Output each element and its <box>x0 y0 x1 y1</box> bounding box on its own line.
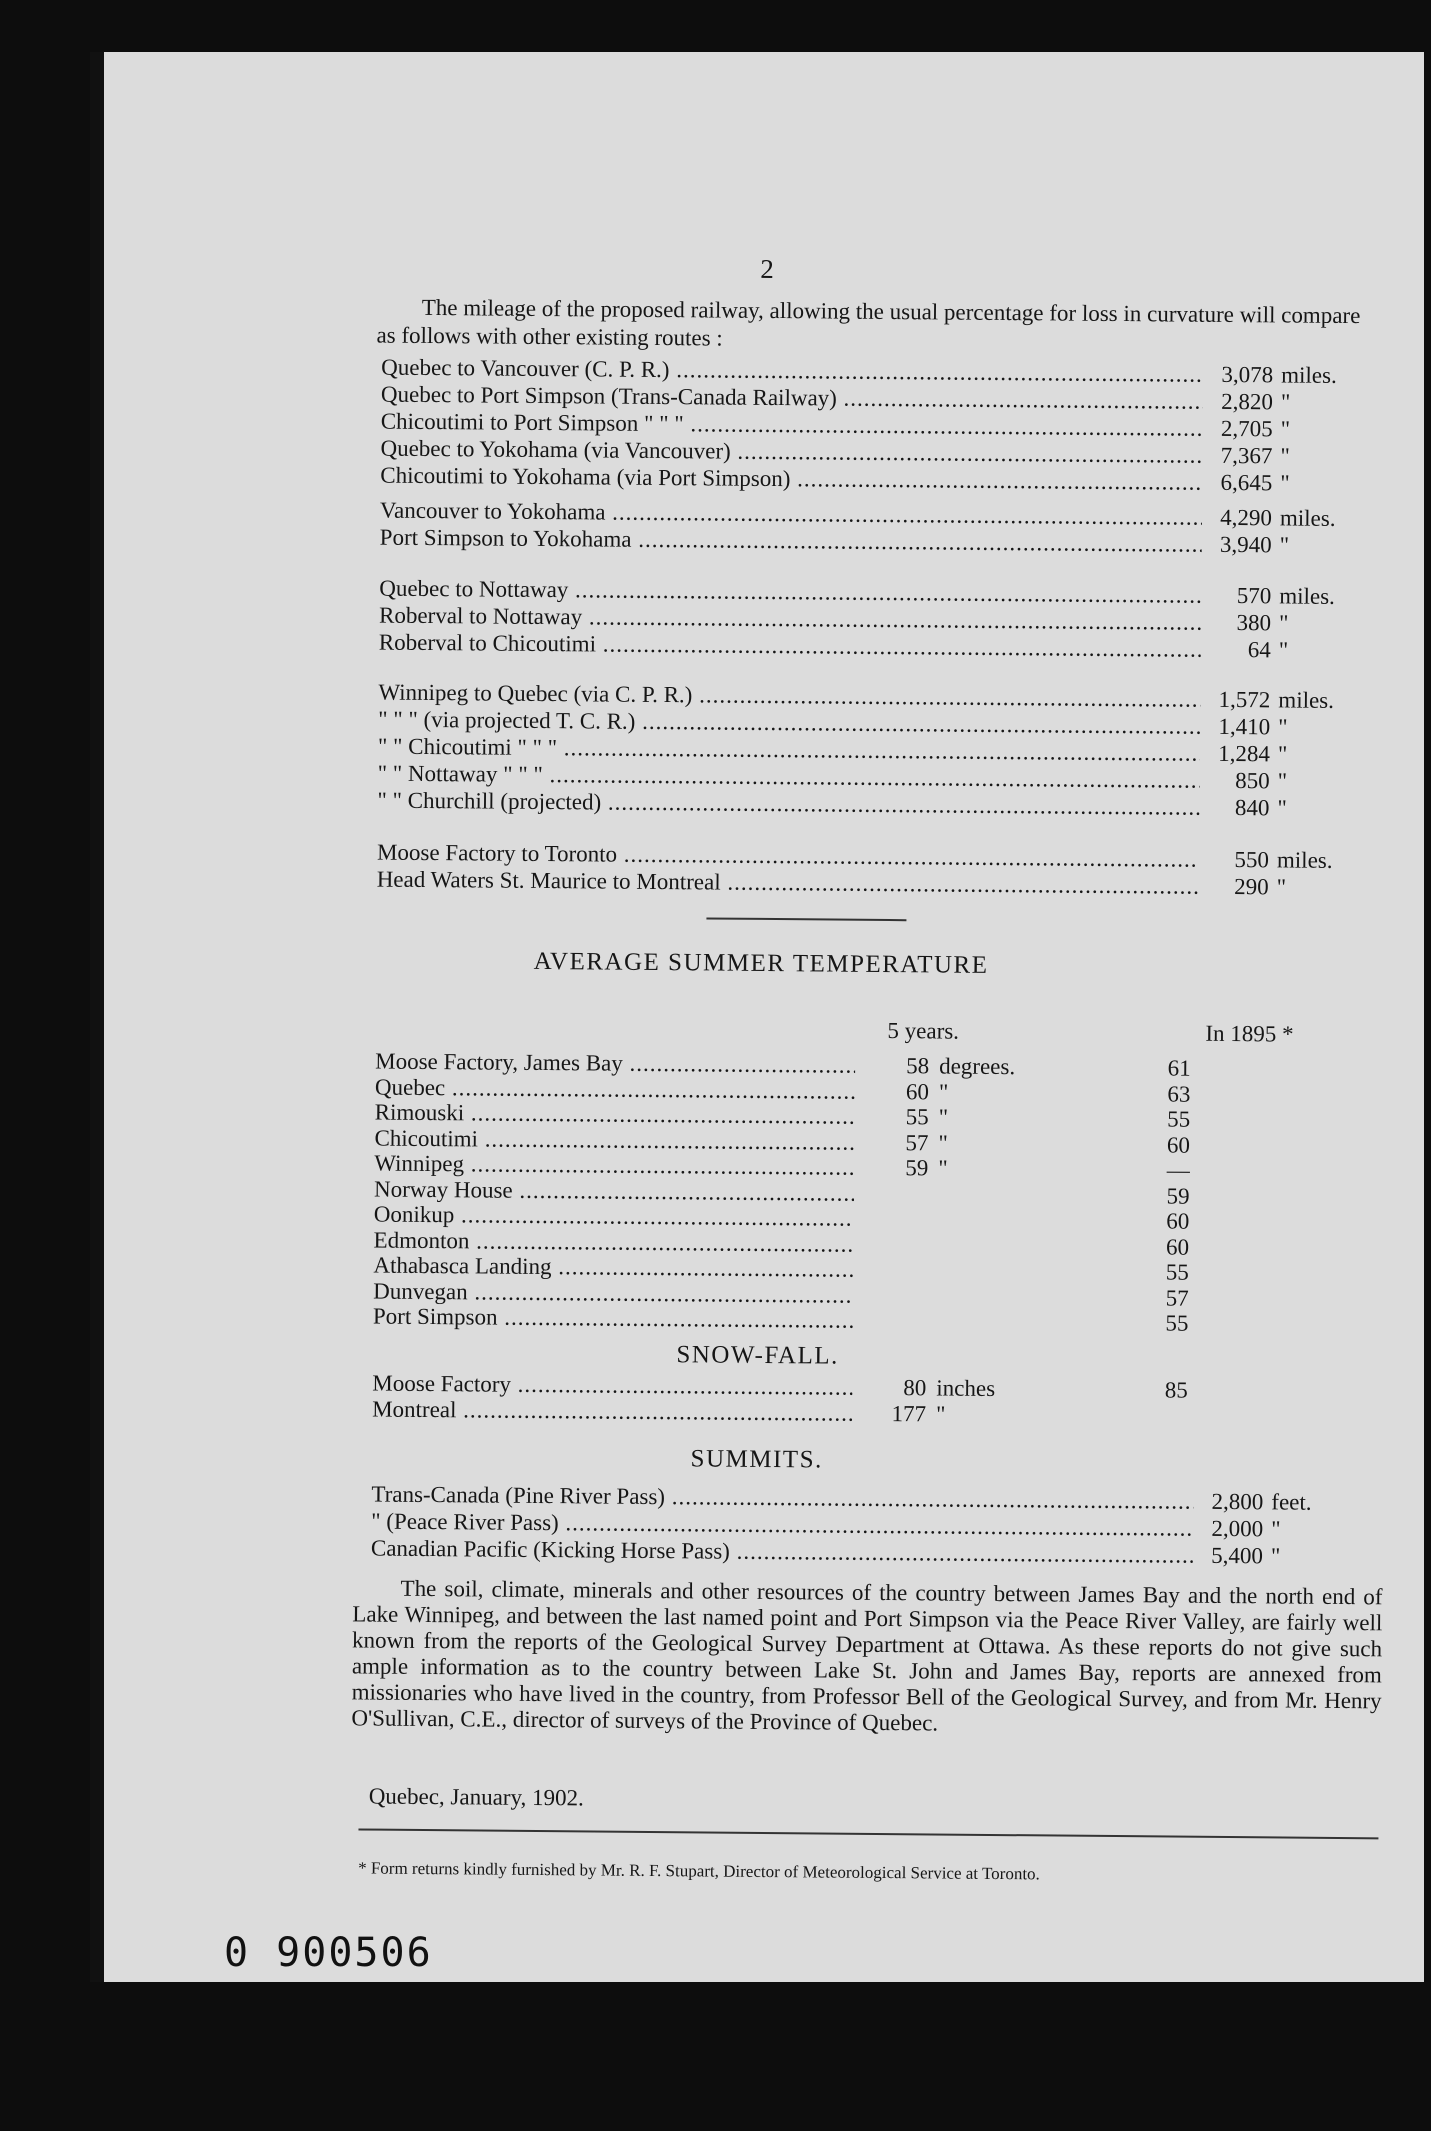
route-label: Quebec to Yokohama (via Vancouver) ..... <box>380 435 1202 469</box>
place-name: Norway House ..... <box>374 1176 854 1206</box>
place-name: Winnipeg ..... <box>374 1151 854 1181</box>
route-unit: " <box>1271 1516 1281 1542</box>
document-page <box>90 52 1424 1982</box>
value-1895: 57 <box>1165 1284 1189 1311</box>
route-unit: " <box>1278 637 1289 663</box>
route-unit: " <box>1276 874 1287 900</box>
route-unit: " <box>1277 741 1288 767</box>
route-value: 3,940 <box>1219 531 1272 558</box>
route-value: 7,367 <box>1220 442 1273 469</box>
route-value: 850 <box>1235 768 1270 794</box>
value-unit: inches <box>936 1375 996 1401</box>
temperature-col-years: 5 years. <box>887 1018 960 1044</box>
routes-group-5 <box>377 839 1377 902</box>
value-unit <box>927 1328 1087 1329</box>
route-label: Canadian Pacific (Kicking Horse Pass) ..... <box>371 1535 1193 1569</box>
footnote-divider <box>358 1828 1378 1838</box>
route-unit: miles. <box>1279 505 1336 531</box>
route-label: " " Chicoutimi " " " ..... <box>378 733 1200 767</box>
route-unit: miles. <box>1281 362 1337 388</box>
route-label: " " Churchill (projected) ..... <box>377 787 1199 821</box>
route-label: Quebec to Nottaway ..... <box>379 575 1201 609</box>
place-name: Rimouski ..... <box>375 1100 855 1130</box>
routes-group-2 <box>380 497 1380 560</box>
value-1895: 63 <box>1167 1080 1191 1107</box>
value-unit <box>927 1303 1087 1304</box>
route-unit: " <box>1278 714 1288 740</box>
footnote: * Form returns kindly furnished by Mr. R. F. Stupart, Director of Meteorological Service at Toronto. <box>358 1858 1040 1884</box>
route-unit: miles. <box>1279 583 1335 609</box>
place-name: Quebec ..... <box>375 1074 855 1104</box>
value-unit <box>928 1226 1088 1227</box>
route-unit: " <box>1280 443 1290 469</box>
value-1895: 85 <box>1164 1377 1188 1403</box>
route-label: Moose Factory to Toronto ..... <box>377 839 1199 873</box>
route-label: Winnipeg to Quebec (via C. P. R.) ..... <box>378 679 1200 713</box>
value-1895: 60 <box>1166 1131 1191 1158</box>
value-1895: 55 <box>1165 1310 1189 1336</box>
route-label: Head Waters St. Maurice to Montreal ..... <box>377 866 1199 900</box>
primary-value: 58 <box>906 1053 930 1079</box>
temperature-title: AVERAGE SUMMER TEMPERATURE <box>533 947 989 979</box>
value-1895: 59 <box>1166 1182 1190 1209</box>
route-value: 1,284 <box>1218 740 1271 767</box>
route-unit: " <box>1277 768 1288 794</box>
place-name: Athabasca Landing ..... <box>373 1253 853 1283</box>
place-name: Port Simpson ..... <box>373 1304 853 1334</box>
value-unit: " <box>938 1129 948 1156</box>
page-content <box>144 47 1404 1884</box>
divider <box>706 917 906 921</box>
intro-text: The mileage of the proposed railway, allowing the usual percentage for loss in curvature will compare as follows with other existing routes : <box>376 294 1361 351</box>
value-unit <box>928 1201 1088 1202</box>
routes-group-4 <box>377 679 1378 823</box>
route-value: 5,400 <box>1211 1542 1264 1569</box>
temperature-table <box>373 1049 1375 1338</box>
route-label: " (Peace River Pass) ..... <box>371 1508 1193 1542</box>
primary-value: 55 <box>905 1104 929 1130</box>
route-unit: feet. <box>1271 1489 1312 1515</box>
place-name: Moose Factory ..... <box>372 1371 852 1401</box>
value-1895: 60 <box>1166 1208 1190 1234</box>
route-label: " " " (via projected T. C. R.) ..... <box>378 706 1200 740</box>
route-unit: " <box>1280 389 1291 415</box>
route-value: 4,290 <box>1220 504 1273 531</box>
dateline: Quebec, January, 1902. <box>368 1783 584 1811</box>
value-unit: degrees. <box>939 1053 1016 1080</box>
route-unit: " <box>1278 610 1289 636</box>
value-unit: " <box>936 1400 946 1427</box>
place-name: Oonikup ..... <box>374 1202 854 1232</box>
route-unit: " <box>1280 470 1290 496</box>
primary-value: 80 <box>903 1375 927 1401</box>
route-value: 290 <box>1234 874 1269 900</box>
route-value: 1,572 <box>1218 686 1271 713</box>
routes-group-3 <box>379 575 1380 665</box>
page-number: 2 <box>760 253 774 285</box>
route-unit: " <box>1279 532 1290 558</box>
route-value: 1,410 <box>1218 713 1271 740</box>
route-label: Quebec to Vancouver (C. P. R.) ..... <box>381 354 1203 388</box>
primary-value: 177 <box>891 1400 927 1426</box>
primary-value: 60 <box>905 1078 930 1104</box>
value-unit: " <box>938 1078 949 1105</box>
route-value: 2,000 <box>1211 1515 1264 1542</box>
route-unit: miles. <box>1276 847 1333 873</box>
primary-value: 59 <box>905 1155 929 1181</box>
route-label: Chicoutimi to Port Simpson " " " ..... <box>381 408 1203 442</box>
place-name: Dunvegan ..... <box>373 1278 853 1308</box>
place-name: Edmonton ..... <box>374 1227 854 1257</box>
route-label: Quebec to Port Simpson (Trans-Canada Railway) ..... <box>381 381 1203 415</box>
route-value: 840 <box>1234 795 1270 821</box>
route-label: Roberval to Chicoutimi ..... <box>379 629 1201 663</box>
route-label: Roberval to Nottaway ..... <box>379 602 1201 636</box>
value-1895: 60 <box>1165 1233 1190 1260</box>
route-label: Port Simpson to Yokohama ..... <box>380 524 1202 558</box>
route-value: 64 <box>1247 637 1271 663</box>
route-value: 550 <box>1234 847 1270 873</box>
routes-group-1 <box>380 354 1381 498</box>
archive-stamp: 0 900506 <box>224 1930 433 1976</box>
value-1895 <box>1146 1423 1206 1424</box>
snowfall-table <box>372 1371 1372 1431</box>
summits-list <box>371 1481 1372 1571</box>
value-unit <box>927 1277 1087 1278</box>
value-1895: 55 <box>1167 1106 1191 1132</box>
place-name: Montreal ..... <box>372 1396 852 1426</box>
temperature-col-1895: In 1895 * <box>1205 1020 1294 1047</box>
route-label: " " Nottaway " " " ..... <box>378 760 1200 794</box>
place-name: Moose Factory, James Bay ..... <box>375 1049 855 1079</box>
route-unit: " <box>1277 795 1287 821</box>
value-unit: " <box>938 1155 948 1181</box>
value-1895: 61 <box>1167 1055 1191 1081</box>
value-1895: 55 <box>1165 1259 1189 1285</box>
summits-title: SUMMITS. <box>690 1445 823 1474</box>
route-label: Chicoutimi to Yokohama (via Port Simpson) ..... <box>380 462 1202 496</box>
value-unit: " <box>938 1104 949 1130</box>
route-value: 380 <box>1236 610 1272 636</box>
route-value: 6,645 <box>1220 469 1273 496</box>
route-unit: miles. <box>1278 687 1335 713</box>
route-value: 2,800 <box>1211 1488 1264 1515</box>
route-value: 2,705 <box>1220 415 1273 442</box>
route-unit: " <box>1270 1543 1281 1569</box>
value-unit <box>928 1252 1088 1253</box>
place-name: Chicoutimi ..... <box>374 1125 854 1155</box>
route-label: Vancouver to Yokohama ..... <box>380 497 1202 531</box>
resources-paragraph: The soil, climate, minerals and other resources of the country between James Bay and the north end of Lake Winnipeg, and between the last named point and Port Simpson via the Peace River Valley, are fairly well known from the reports of the Geological Survey Department at Ottawa. As these reports do not give such ample information as to the country between Lake St. John and James Bay, reports are annexed from missionaries who have lived in the country, from Professor Bell of the Geological Survey, and from Mr. Henry O'Sullivan, C.E., director of surveys of the Province of Quebec. <box>351 1575 1383 1736</box>
snowfall-title: SNOW-FALL. <box>676 1341 839 1370</box>
route-label: Trans-Canada (Pine River Pass) ..... <box>371 1481 1193 1515</box>
route-value: 3,078 <box>1221 361 1274 388</box>
primary-value: 57 <box>905 1129 929 1155</box>
route-unit: " <box>1280 416 1291 442</box>
route-value: 570 <box>1236 583 1272 609</box>
value-1895: — <box>1166 1157 1190 1183</box>
route-value: 2,820 <box>1221 388 1274 415</box>
